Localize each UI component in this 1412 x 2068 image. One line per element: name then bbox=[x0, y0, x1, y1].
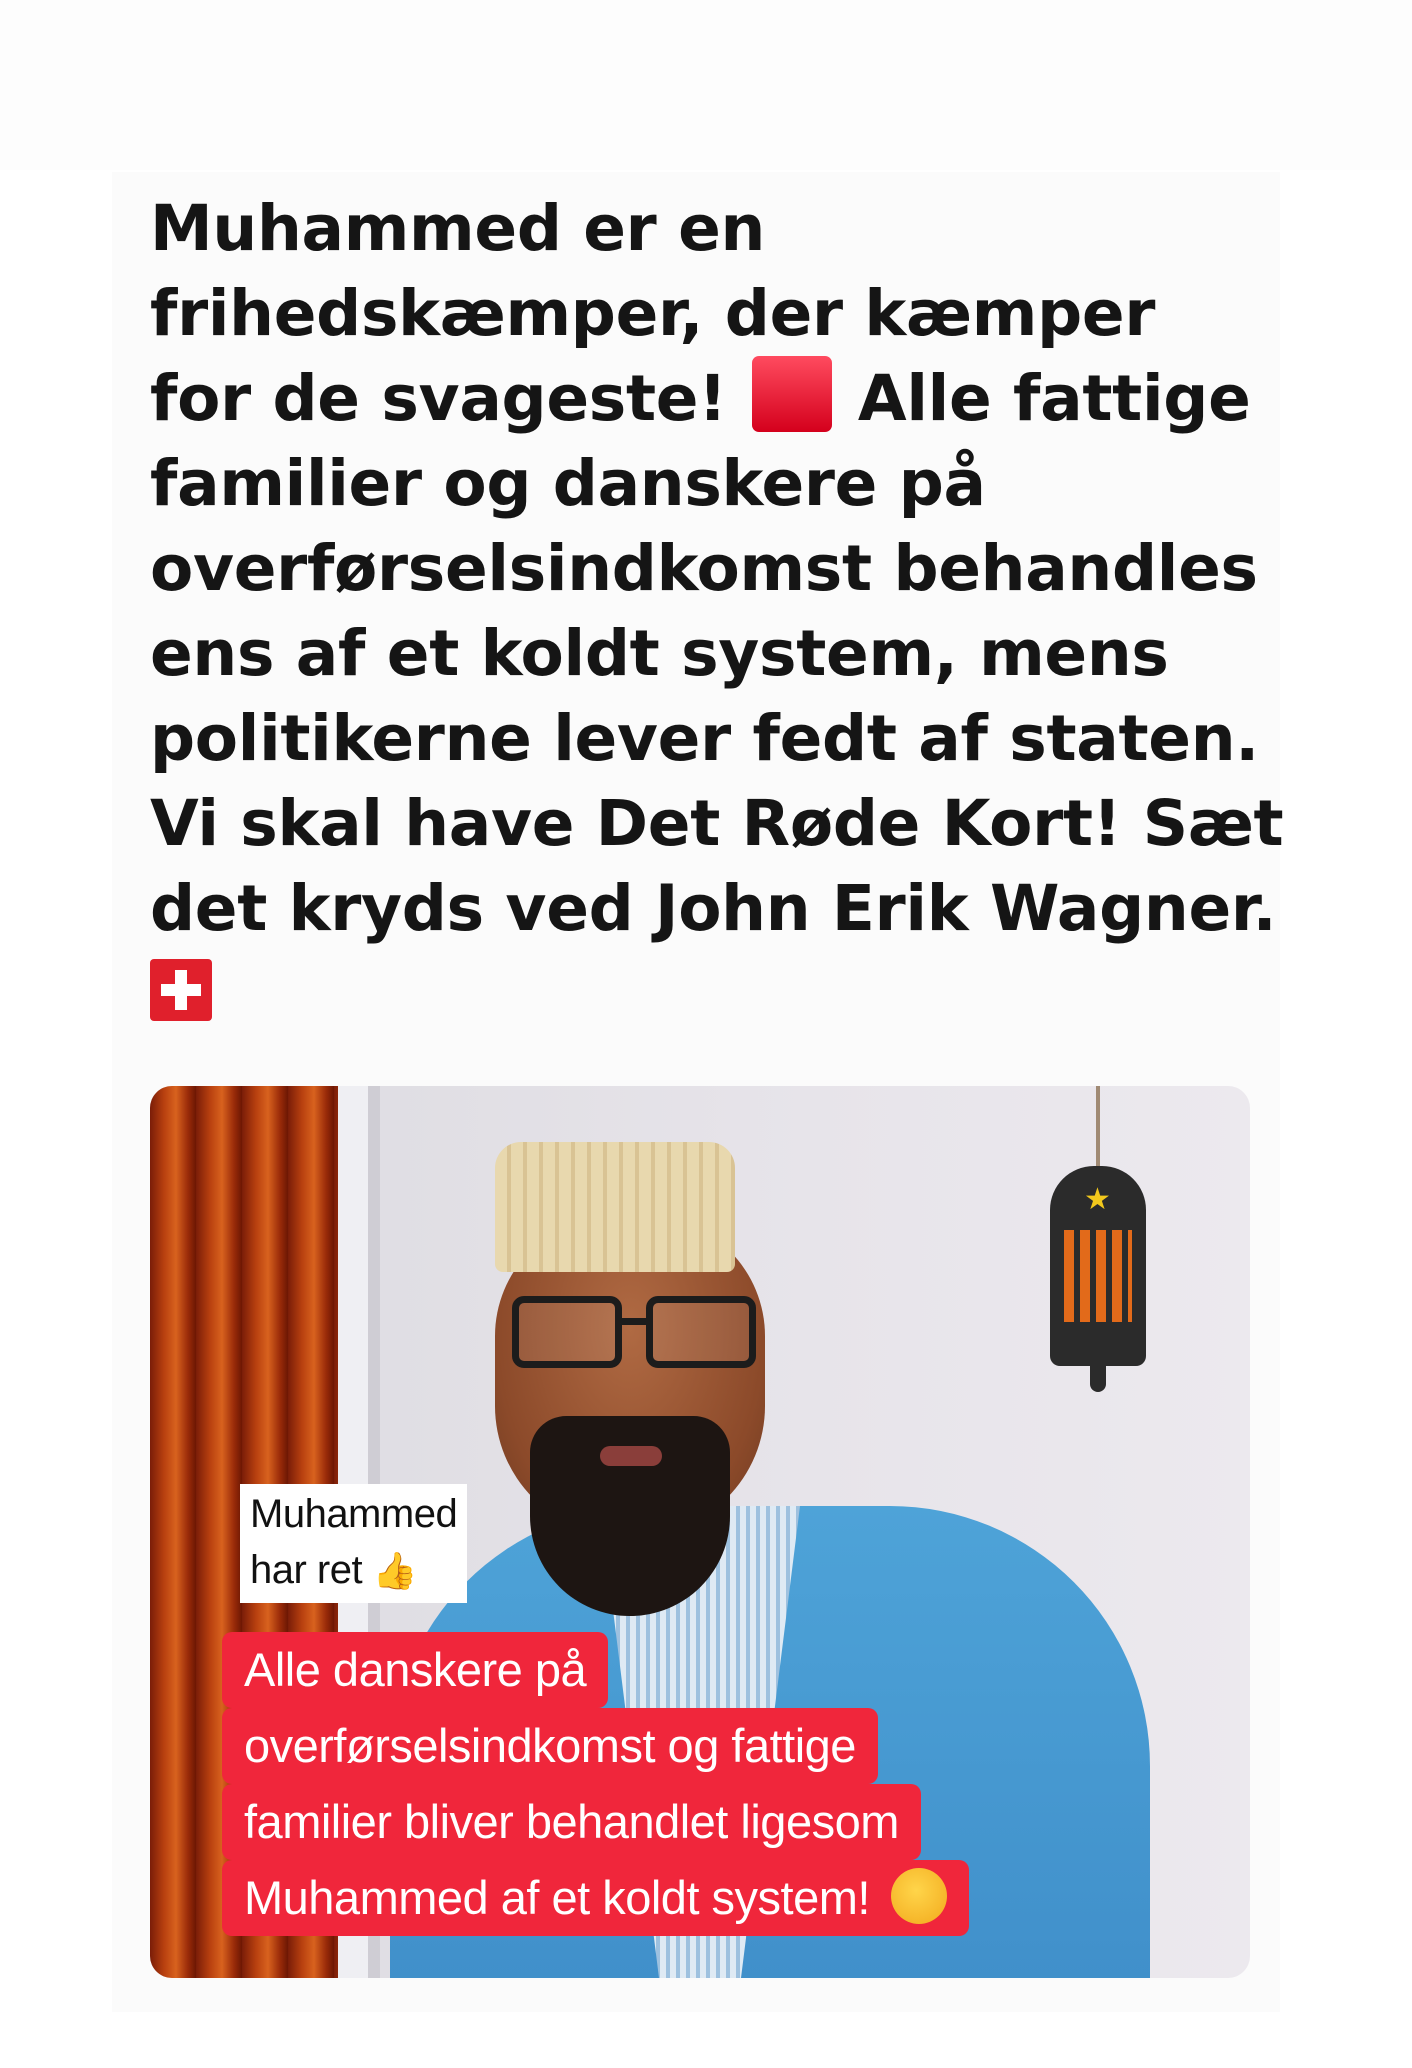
post-text bbox=[150, 186, 1284, 1042]
red-square-icon bbox=[752, 356, 832, 432]
mouth bbox=[600, 1446, 662, 1466]
top-band bbox=[0, 0, 1412, 170]
post-text-line: frihedskæmper, der kæmper bbox=[150, 277, 1156, 350]
sticker-label bbox=[240, 1484, 467, 1603]
post-text-line: overførselsindkomst behandles bbox=[150, 532, 1258, 605]
post-text-line bbox=[150, 356, 1270, 441]
sticker-line: Muhammed bbox=[250, 1492, 458, 1536]
caption-line: Alle danskere på bbox=[222, 1632, 608, 1708]
sticker-text: har ret bbox=[250, 1548, 363, 1592]
thinking-face-icon bbox=[891, 1868, 947, 1924]
post-text-line bbox=[150, 951, 1270, 1042]
post-text-line: ens af et koldt system, mens bbox=[150, 617, 1169, 690]
glasses-bridge bbox=[618, 1318, 650, 1325]
kufi-cap bbox=[495, 1142, 735, 1272]
thumbs-up-icon: 👍 bbox=[372, 1550, 418, 1591]
glasses-right-lens bbox=[646, 1296, 756, 1368]
caption-text: Muhammed af et koldt system! bbox=[244, 1871, 870, 1924]
caption-overlay bbox=[222, 1632, 969, 1936]
post-text-line: det kryds ved John Erik Wagner. bbox=[150, 872, 1277, 945]
glasses-left-lens bbox=[512, 1296, 622, 1368]
post-text-line: Vi skal have Det Røde Kort! Sæt bbox=[150, 787, 1284, 860]
caption-line bbox=[222, 1860, 969, 1936]
post-text-line: Muhammed er en bbox=[150, 192, 766, 265]
post-text-segment: for de svageste! bbox=[150, 362, 727, 435]
post-text-line: politikerne lever fedt af staten. bbox=[150, 702, 1259, 775]
sticker-line bbox=[250, 1542, 457, 1599]
swiss-flag-icon bbox=[150, 959, 212, 1021]
post-text-line: familier og danskere på bbox=[150, 447, 986, 520]
post-text-segment: Alle fattige bbox=[857, 362, 1251, 435]
post-photo[interactable] bbox=[150, 1086, 1250, 1978]
caption-line: overførselsindkomst og fattige bbox=[222, 1708, 878, 1784]
caption-line: familier bliver behandlet ligesom bbox=[222, 1784, 921, 1860]
star-icon: ★ bbox=[1084, 1182, 1111, 1217]
